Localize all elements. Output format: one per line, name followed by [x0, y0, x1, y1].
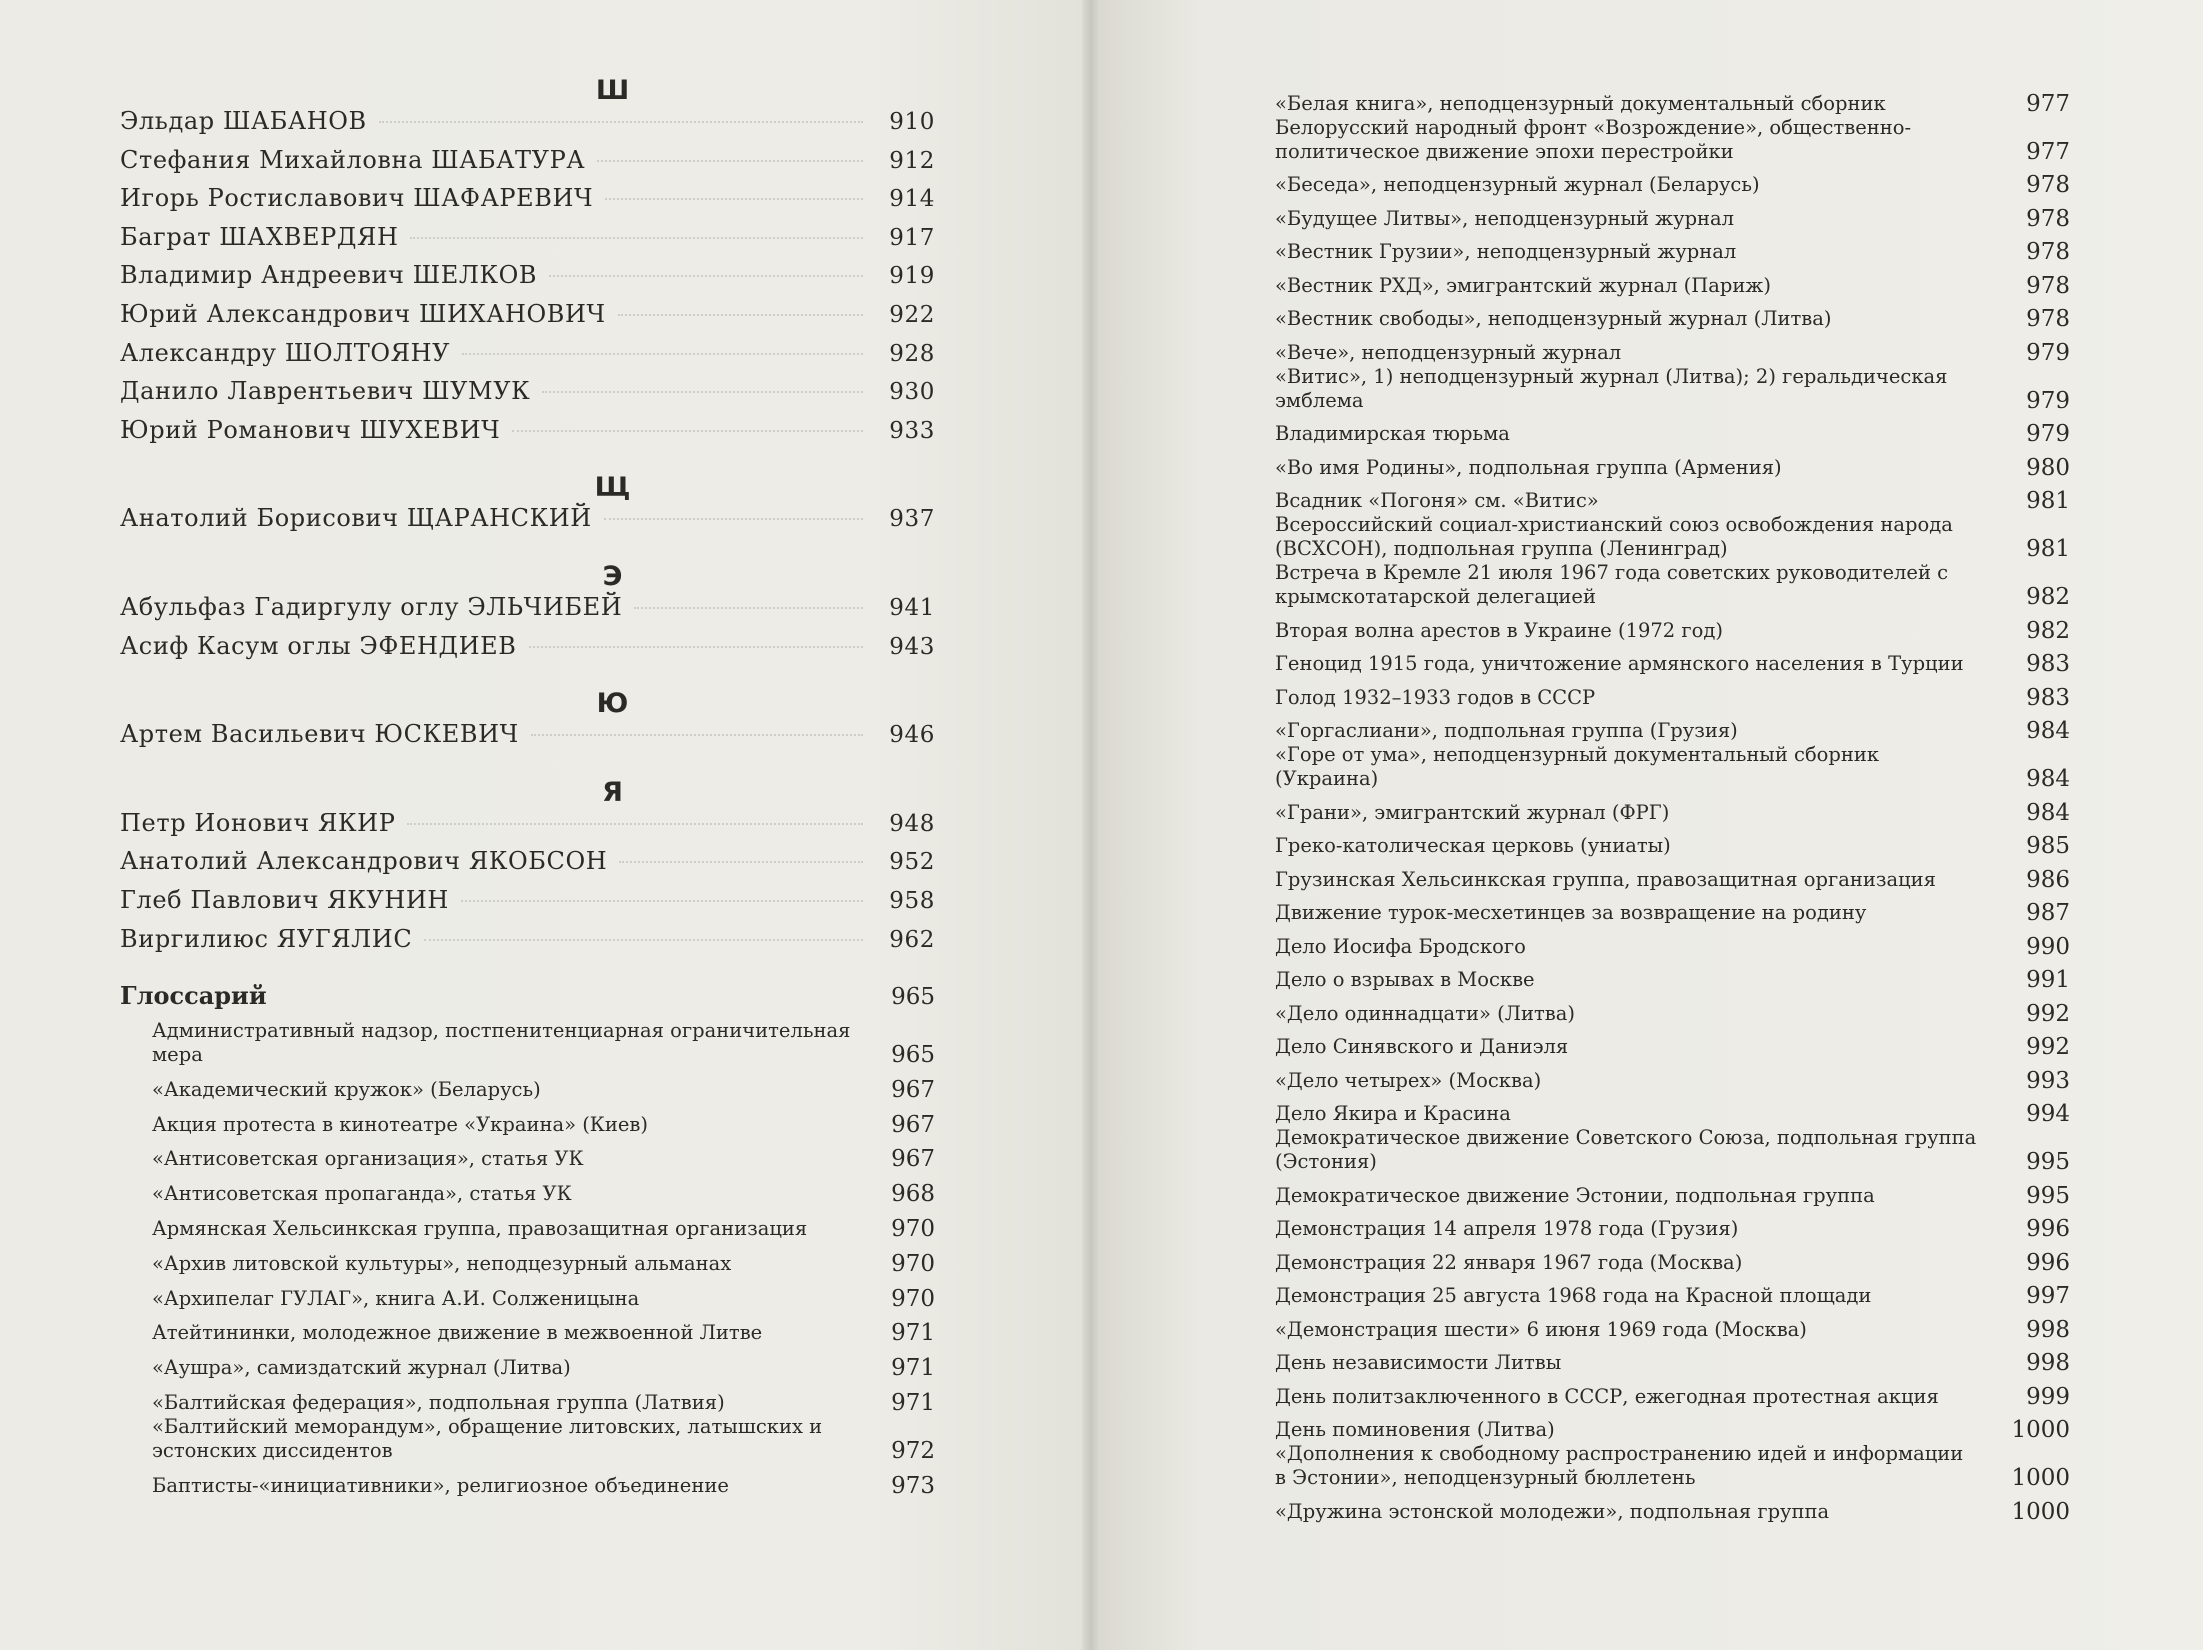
glossary-entry — [1275, 1375, 2070, 1409]
glossary-entry — [1275, 561, 2070, 609]
index-entry — [120, 504, 935, 543]
glossary-term-page: 983 — [2026, 684, 2070, 711]
glossary-term-page: 986 — [2026, 866, 2070, 893]
glossary-entry — [1275, 1442, 2070, 1490]
glossary-entry — [1275, 1059, 2070, 1093]
glossary-term: «Дело четырех» (Москва) — [1275, 1068, 1542, 1092]
glossary-term-page: 977 — [2026, 138, 2070, 165]
glossary-entry — [1275, 1093, 2070, 1127]
glossary-entry — [1275, 1026, 2070, 1060]
glossary-entry — [1275, 825, 2070, 859]
glossary-entry — [1275, 1490, 2070, 1524]
index-entry — [120, 300, 935, 339]
dot-leader — [529, 646, 863, 648]
entry-page: 917 — [889, 224, 935, 251]
glossary-term: «Архив литовской культуры», неподцезурный альманах — [152, 1251, 732, 1275]
glossary-term-page: 998 — [2026, 1350, 2070, 1376]
glossary-term-page: 971 — [891, 1320, 935, 1347]
glossary-entry — [1275, 164, 2070, 198]
glossary-term-page: 978 — [2026, 272, 2070, 299]
entry-page: 962 — [889, 926, 935, 953]
section-entries — [120, 809, 935, 963]
glossary-term-page: 970 — [891, 1216, 935, 1243]
glossary-entry — [1275, 892, 2070, 926]
glossary-entry — [1275, 1308, 2070, 1342]
index-entry — [120, 223, 935, 262]
glossary-term: Демонстрация 22 января 1967 года (Москва) — [1275, 1250, 1743, 1274]
entry-page: 941 — [889, 594, 935, 621]
glossary-term: Встреча в Кремле 21 июля 1967 года советских руководителей с крымскотатарской делегацией — [1275, 561, 1949, 608]
index-entry — [120, 377, 935, 416]
glossary-term: Акция протеста в кинотеатре «Украина» (Киев) — [152, 1112, 649, 1136]
glossary-page-number: 965 — [891, 984, 935, 1011]
glossary-term-page: 970 — [891, 1285, 935, 1312]
glossary-term: День политзаключенного в СССР, ежегодная протестная акция — [1275, 1384, 1939, 1408]
entry-name: Глеб Павлович ЯКУНИН — [120, 885, 449, 914]
glossary-heading-row — [120, 981, 935, 1019]
glossary-heading: Глоссарий — [120, 981, 267, 1011]
entry-name: Баграт ШАХВЕРДЯН — [120, 222, 399, 251]
glossary-term: «Вестник Грузии», неподцензурный журнал — [1275, 240, 1737, 263]
glossary-term-page: 978 — [2026, 306, 2070, 332]
glossary-entry — [1275, 116, 2070, 164]
entry-page: 943 — [889, 633, 935, 660]
entry-page: 928 — [889, 340, 935, 367]
entry-name: Виргилиюс ЯУГЯЛИС — [120, 924, 413, 953]
glossary-entry — [152, 1102, 935, 1137]
glossary-term-page: 995 — [2026, 1149, 2070, 1175]
glossary-list-left — [120, 1019, 935, 1498]
glossary-entry — [1275, 413, 2070, 447]
glossary-entry — [152, 1067, 935, 1102]
section-entries — [120, 107, 935, 454]
glossary-term: Дело Синявского и Даниэля — [1275, 1035, 1569, 1058]
left-page-content — [120, 75, 935, 1498]
glossary-entry — [1275, 1208, 2070, 1242]
glossary-term-page: 965 — [891, 1042, 935, 1069]
glossary-entry — [1275, 331, 2070, 365]
index-entry — [120, 184, 935, 223]
glossary-term: День поминовения (Литва) — [1275, 1418, 1555, 1441]
dot-leader — [605, 198, 863, 200]
glossary-term-page: 967 — [891, 1076, 935, 1103]
glossary-entry — [1275, 959, 2070, 993]
glossary-term: Демократическое движение Эстонии, подпольная группа — [1275, 1183, 1875, 1207]
glossary-term: Голод 1932–1933 годов в СССР — [1275, 685, 1596, 709]
glossary-entry — [1275, 480, 2070, 514]
glossary-entry — [152, 1276, 935, 1311]
entry-page: 937 — [889, 506, 935, 533]
index-entry — [120, 339, 935, 378]
section-entries — [120, 593, 935, 670]
glossary-term-page: 970 — [891, 1250, 935, 1277]
section-letter: Ш — [595, 75, 630, 106]
glossary-term: «Балтийский меморандум», обращение литовских, латышских и эстонских диссидентов — [152, 1415, 823, 1463]
section-letter: Ю — [596, 688, 629, 720]
glossary-term: День независимости Литвы — [1275, 1351, 1562, 1374]
glossary-entry — [1275, 925, 2070, 959]
glossary-term-page: 991 — [2026, 967, 2070, 993]
glossary-term-page: 981 — [2026, 488, 2070, 514]
dot-leader — [619, 861, 863, 863]
glossary-term-page: 1000 — [2011, 1417, 2070, 1443]
glossary-term-page: 996 — [2026, 1249, 2070, 1276]
glossary-term-page: 985 — [2026, 833, 2070, 859]
glossary-entry — [1275, 1241, 2070, 1275]
dot-leader — [424, 939, 863, 941]
dot-leader — [531, 734, 863, 736]
glossary-term-page: 981 — [2026, 536, 2070, 562]
entry-name: Владимир Андреевич ШЕЛКОВ — [120, 261, 538, 290]
glossary-term: «Балтийская федерация», подпольная группа (Латвия) — [152, 1391, 725, 1415]
glossary-term-page: 992 — [2026, 1034, 2070, 1060]
glossary-term-page: 977 — [2026, 90, 2070, 117]
glossary-term: «Антисоветская организация», статья УК — [152, 1147, 584, 1171]
glossary-entry — [152, 1415, 935, 1463]
glossary-entry — [1275, 1409, 2070, 1443]
dot-leader — [597, 160, 863, 162]
dot-leader — [542, 391, 863, 393]
glossary-entry — [152, 1311, 935, 1346]
entry-page: 930 — [889, 379, 935, 406]
index-entry — [120, 107, 935, 146]
glossary-term-page: 987 — [2026, 900, 2070, 926]
glossary-term-page: 982 — [2026, 584, 2070, 610]
glossary-term: Дело Якира и Красина — [1275, 1102, 1511, 1125]
glossary-term-page: 982 — [2026, 617, 2070, 644]
glossary-entry — [1275, 365, 2070, 413]
entry-name: Данило Лаврентьевич ШУМУК — [120, 377, 531, 406]
glossary-term: Баптисты-«инициативники», религиозное объединение — [152, 1473, 729, 1497]
entry-name: Анатолий Борисович ЩАРАНСКИЙ — [120, 504, 592, 533]
glossary-term: Дело о взрывах в Москве — [1275, 968, 1535, 991]
glossary-term: «Академический кружок» (Беларусь) — [152, 1077, 541, 1101]
dot-leader — [618, 314, 863, 316]
glossary-term-page: 999 — [2026, 1383, 2070, 1410]
glossary-term-page: 990 — [2026, 933, 2070, 960]
dot-leader — [379, 121, 863, 123]
index-entry — [120, 886, 935, 925]
glossary-term: «Аушра», самиздатский журнал (Литва) — [152, 1356, 571, 1380]
glossary-term-page: 979 — [2026, 387, 2070, 414]
glossary-entry — [152, 1137, 935, 1172]
entry-page: 912 — [889, 147, 935, 174]
entry-name: Анатолий Александрович ЯКОБСОН — [120, 847, 608, 876]
entry-page: 948 — [889, 810, 935, 837]
entry-name: Юрий Романович ШУХЕВИЧ — [120, 415, 501, 444]
index-entry — [120, 593, 935, 632]
glossary-term: Армянская Хельсинкская группа, правозащитная организация — [152, 1217, 808, 1241]
glossary-term: Демократическое движение Советского Союза, подпольная группа (Эстония) — [1275, 1126, 1977, 1173]
glossary-term-page: 995 — [2026, 1182, 2070, 1209]
glossary-term-page: 972 — [891, 1438, 935, 1465]
section-letter: Щ — [594, 472, 631, 504]
entry-name: Александру ШОЛТОЯНУ — [120, 338, 451, 367]
glossary-term-page: 978 — [2026, 239, 2070, 265]
section-letter: Э — [602, 560, 623, 592]
dot-leader — [512, 430, 863, 432]
glossary-term: Демонстрация 25 августа 1968 года на Красной площади — [1275, 1284, 1872, 1307]
dot-leader — [604, 518, 863, 520]
entry-page: 910 — [889, 109, 935, 135]
glossary-term: Грузинская Хельсинкская группа, правозащитная организация — [1275, 867, 1936, 891]
glossary-term-page: 973 — [891, 1472, 935, 1499]
glossary-term: «Дружина эстонской молодежи», подпольная группа — [1275, 1499, 1830, 1523]
glossary-term-page: 971 — [891, 1355, 935, 1382]
dot-leader — [634, 607, 863, 609]
glossary-term: Всадник «Погоня» см. «Витис» — [1275, 489, 1599, 512]
glossary-entry — [152, 1241, 935, 1276]
glossary-entry — [1275, 858, 2070, 892]
glossary-term: Владимирская тюрьма — [1275, 422, 1510, 445]
dot-leader — [461, 900, 863, 902]
glossary-entry — [1275, 676, 2070, 710]
glossary-term: «Антисоветская пропаганда», статья УК — [152, 1182, 572, 1206]
glossary-term-page: 971 — [891, 1390, 935, 1417]
glossary-term: Белорусский народный фронт «Возрождение», общественно-политическое движение эпохи перестройки — [1275, 115, 1912, 163]
entry-page: 914 — [889, 186, 935, 213]
glossary-entry — [1275, 197, 2070, 231]
glossary-term: Демонстрация 14 апреля 1978 года (Грузия) — [1275, 1217, 1739, 1240]
glossary-entry — [152, 1019, 935, 1067]
index-entry — [120, 720, 935, 759]
glossary-term: Всероссийский социал-христианский союз освобождения народа (ВСХСОН), подпольная группа (Ленинград) — [1275, 513, 1953, 560]
glossary-term: «Архипелаг ГУЛАГ», книга А.И. Солженицына — [152, 1286, 640, 1310]
glossary-entry — [1275, 82, 2070, 116]
person-index — [120, 75, 935, 963]
glossary-entry — [152, 1345, 935, 1380]
glossary-entry — [152, 1380, 935, 1415]
right-page-content — [1275, 82, 2070, 1524]
glossary-term: «Вестник РХД», эмигрантский журнал (Париж) — [1275, 273, 1771, 297]
glossary-term: Атейтининки, молодежное движение в межвоенной Литве — [152, 1321, 763, 1345]
glossary-term: Административный надзор, постпенитенциарная ограничительная мера — [152, 1019, 851, 1067]
glossary-entry — [1275, 446, 2070, 480]
entry-page: 958 — [889, 887, 935, 914]
glossary-term-page: 979 — [2026, 339, 2070, 366]
entry-name: Петр Ионович ЯКИР — [120, 808, 396, 837]
glossary-entry — [1275, 1126, 2070, 1174]
glossary-term-page: 984 — [2026, 718, 2070, 744]
glossary-entry — [1275, 992, 2070, 1026]
glossary-entry — [152, 1171, 935, 1206]
glossary-term: Дело Иосифа Бродского — [1275, 934, 1526, 958]
glossary-term-page: 993 — [2026, 1067, 2070, 1094]
glossary-term: «Витис», 1) неподцензурный журнал (Литва); 2) геральдическая эмблема — [1275, 364, 1948, 412]
glossary-term: «Дело одиннадцати» (Литва) — [1275, 1001, 1575, 1025]
entry-page: 946 — [889, 722, 935, 749]
section-entries — [120, 504, 935, 543]
glossary-entry — [1275, 743, 2070, 791]
glossary-term: «Грани», эмигрантский журнал (ФРГ) — [1275, 800, 1670, 824]
index-entry — [120, 809, 935, 848]
glossary-term-page: 997 — [2026, 1283, 2070, 1309]
glossary-term: «Будущее Литвы», неподцензурный журнал — [1275, 206, 1735, 230]
index-entry — [120, 416, 935, 455]
glossary-entry — [1275, 1174, 2070, 1208]
glossary-entry — [1275, 710, 2070, 744]
glossary-term-page: 1000 — [2011, 1498, 2070, 1525]
glossary-term-page: 978 — [2026, 172, 2070, 198]
glossary-entry — [1275, 298, 2070, 332]
glossary-term-page: 984 — [2026, 799, 2070, 826]
index-entry — [120, 261, 935, 300]
glossary-term-page: 992 — [2026, 1000, 2070, 1027]
glossary-entry — [1275, 1275, 2070, 1309]
glossary-term: Греко-католическая церковь (униаты) — [1275, 834, 1671, 857]
glossary-term: «Вестник свободы», неподцензурный журнал (Литва) — [1275, 307, 1832, 330]
dot-leader — [410, 237, 863, 239]
glossary-term: «Дополнения к свободному распространению идей и информации в Эстонии», неподцензурный бюллетень — [1275, 1442, 1964, 1489]
entry-page: 933 — [889, 417, 935, 444]
index-entry — [120, 632, 935, 671]
glossary-term-page: 998 — [2026, 1316, 2070, 1343]
glossary-term-page: 994 — [2026, 1101, 2070, 1127]
glossary-list-right — [1275, 82, 2070, 1524]
index-entry — [120, 925, 935, 964]
glossary-entry — [1275, 609, 2070, 643]
glossary-term-page: 979 — [2026, 421, 2070, 447]
section-entries — [120, 720, 935, 759]
book-gutter — [1082, 0, 1100, 1650]
glossary-term: «Беседа», неподцензурный журнал (Беларусь) — [1275, 173, 1760, 196]
entry-page: 922 — [889, 301, 935, 328]
glossary-entry — [152, 1463, 935, 1498]
glossary-term-page: 967 — [891, 1111, 935, 1138]
glossary-term: «Горе от ума», неподцензурный документальный сборник (Украина) — [1275, 743, 1880, 790]
entry-name: Эльдар ШАБАНОВ — [120, 107, 367, 135]
glossary-term-page: 968 — [891, 1181, 935, 1208]
glossary-entry — [152, 1206, 935, 1241]
glossary-entry — [1275, 643, 2070, 677]
entry-name: Игорь Ростиславович ШАФАРЕВИЧ — [120, 184, 594, 213]
glossary-entry — [1275, 1342, 2070, 1376]
glossary-term-page: 1000 — [2011, 1465, 2070, 1491]
glossary-entry — [1275, 231, 2070, 265]
glossary-term-page: 984 — [2026, 766, 2070, 792]
glossary-term: Вторая волна арестов в Украине (1972 год) — [1275, 618, 1723, 642]
glossary-entry — [1275, 791, 2070, 825]
entry-page: 919 — [889, 263, 935, 290]
glossary-term: Движение турок-месхетинцев за возвращение на родину — [1275, 901, 1867, 924]
dot-leader — [462, 353, 863, 355]
glossary-term: «Во имя Родины», подпольная группа (Армения) — [1275, 455, 1782, 479]
glossary-term: «Демонстрация шести» 6 июня 1969 года (Москва) — [1275, 1317, 1807, 1341]
glossary-term-page: 980 — [2026, 454, 2070, 481]
glossary-term-page: 967 — [891, 1146, 935, 1173]
glossary-term: «Горгаслиани», подпольная группа (Грузия) — [1275, 719, 1738, 742]
entry-page: 952 — [889, 849, 935, 876]
dot-leader — [549, 275, 863, 277]
glossary-term-page: 983 — [2026, 651, 2070, 677]
index-entry — [120, 847, 935, 886]
entry-name: Стефания Михайловна ШАБАТУРА — [120, 145, 586, 174]
glossary-term-page: 978 — [2026, 205, 2070, 232]
glossary-term: «Вече», неподцензурный журнал — [1275, 340, 1622, 364]
index-entry — [120, 146, 935, 185]
glossary-term: «Белая книга», неподцензурный документальный сборник — [1275, 91, 1886, 115]
section-letter: Я — [602, 776, 623, 808]
glossary-entry — [1275, 264, 2070, 298]
glossary-term-page: 996 — [2026, 1216, 2070, 1242]
dot-leader — [407, 823, 863, 825]
entry-name: Абульфаз Гадиргулу оглу ЭЛЬЧИБЕЙ — [120, 592, 623, 621]
glossary-entry — [1275, 513, 2070, 561]
entry-name: Асиф Касум оглы ЭФЕНДИЕВ — [120, 631, 517, 660]
glossary-term: Геноцид 1915 года, уничтожение армянского населения в Турции — [1275, 652, 1964, 675]
entry-name: Юрий Александрович ШИХАНОВИЧ — [120, 299, 606, 328]
entry-name: Артем Васильевич ЮСКЕВИЧ — [120, 720, 519, 749]
